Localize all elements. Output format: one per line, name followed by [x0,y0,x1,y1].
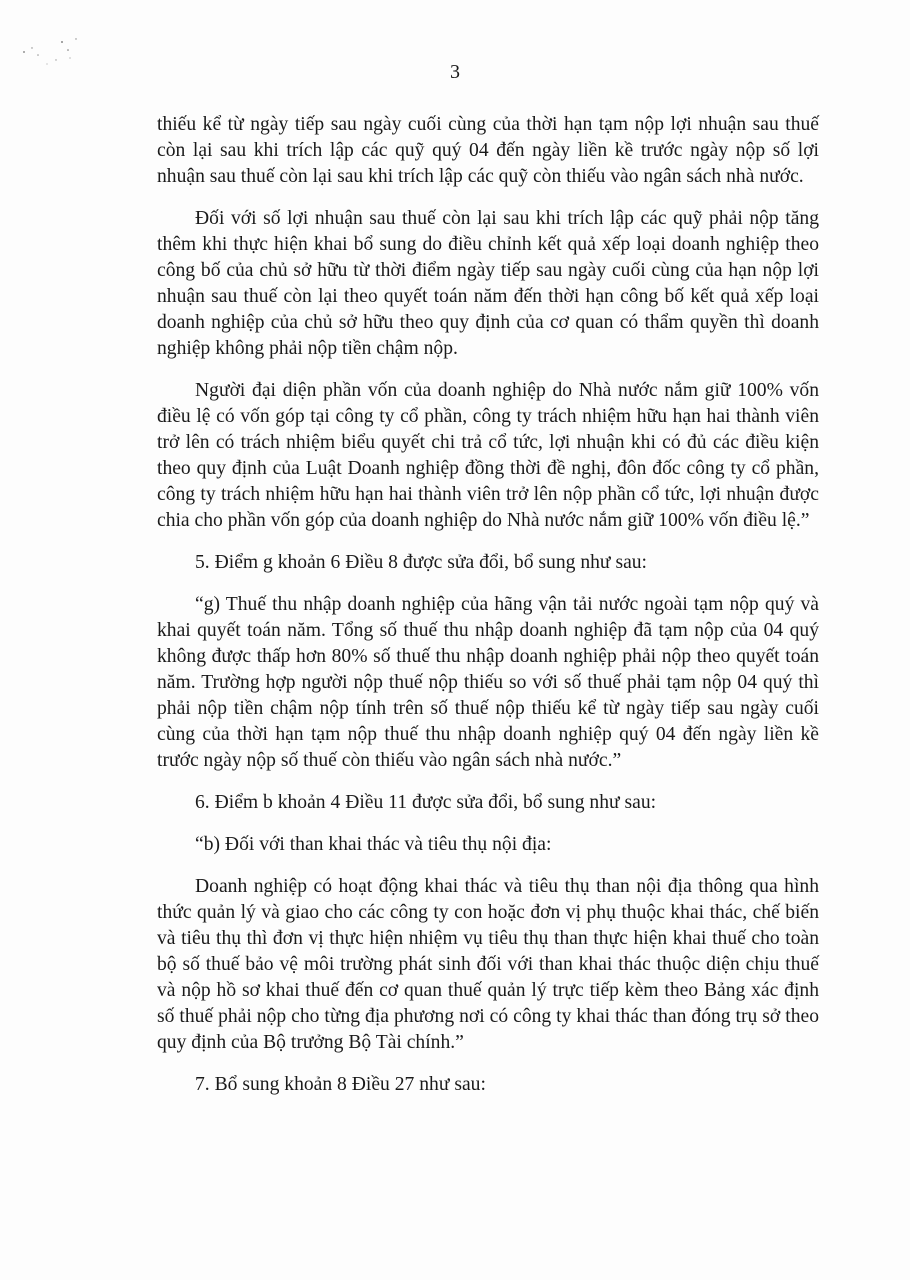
paragraph-capital-representative: Người đại diện phần vốn của doanh nghiệp do Nhà nước nắm giữ 100% vốn điều lệ có vốn góp tại công ty cổ phần, công ty trách nhiệm hữu hạn hai thành viên trở lên có trách nhiệm biểu quyết chi trả cổ tức, lợi nhuận khi có đủ các điều kiện theo quy định của Luật Doanh nghiệp đồng thời đề nghị, đôn đốc công ty cổ phần, công ty trách nhiệm hữu hạn hai thành viên trở lên nộp phần cổ tức, lợi nhuận được chia cho phần vốn góp của doanh nghiệp do Nhà nước nắm giữ 100% vốn điều lệ.” [157,380,819,531]
paragraph-coal-mining: Doanh nghiệp có hoạt động khai thác và tiêu thụ than nội địa thông qua hình thức quản lý và giao cho các công ty con hoặc đơn vị phụ thuộc khai thác, chế biến và tiêu thụ thì đơn vị thực hiện nhiệm vụ tiêu thụ than thực hiện khai thuế cho toàn bộ số thuế bảo vệ môi trường phát sinh đối với than khai thác thuộc diện chịu thuế và nộp hồ sơ khai thuế đến cơ quan thuế quản lý trực tiếp kèm theo Bảng xác định số thuế phải nộp cho từng địa phương nơi có công ty khai thác than đóng trụ sở theo quy định của Bộ trưởng Bộ Tài chính.” [157,876,819,1053]
paragraph-item-7-heading: 7. Bổ sung khoản 8 Điều 27 như sau: [195,1074,486,1095]
paragraph-point-b-heading: “b) Đối với than khai thác và tiêu thụ nội địa: [195,834,552,855]
paragraph-point-g: “g) Thuế thu nhập doanh nghiệp của hãng vận tải nước ngoài tạm nộp quý và khai quyết toán năm. Tổng số thuế thu nhập doanh nghiệp đã tạm nộp của 04 quý không được thấp hơn 80% số thuế thu nhập doanh nghiệp phải nộp theo quyết toán năm. Trường hợp người nộp thuế nộp thiếu so với số thuế phải tạm nộp 04 quý thì phải nộp tiền chậm nộp tính trên số thuế nộp thiếu kể từ ngày tiếp sau ngày cuối cùng của thời hạn tạm nộp thuế thu nhập doanh nghiệp quý 04 đến ngày liền kề trước ngày nộp số thuế còn thiếu vào ngân sách nhà nước.” [157,594,819,771]
paragraph-item-6-heading: 6. Điểm b khoản 4 Điều 11 được sửa đổi, bổ sung như sau: [195,792,657,813]
document-body [157,112,819,1098]
paragraph-additional-profit: Đối với số lợi nhuận sau thuế còn lại sau khi trích lập các quỹ phải nộp tăng thêm khi thực hiện khai bổ sung do điều chỉnh kết quả xếp loại doanh nghiệp theo công bố của chủ sở hữu từ thời điểm ngày tiếp sau ngày cuối cùng của hạn nộp lợi nhuận sau thuế còn lại theo quyết toán năm đến thời hạn công bố kết quả xếp loại doanh nghiệp của chủ sở hữu theo quy định của cơ quan có thẩm quyền thì doanh nghiệp không phải nộp tiền chậm nộp. [157,208,819,359]
paragraph-continuation: thiếu kể từ ngày tiếp sau ngày cuối cùng của thời hạn tạm nộp lợi nhuận sau thuế còn lại sau khi trích lập các quỹ quý 04 đến ngày liền kề trước ngày nộp số lợi nhuận sau thuế còn lại sau khi trích lập các quỹ còn thiếu vào ngân sách nhà nước. [157,114,819,187]
paragraph-item-5-heading: 5. Điểm g khoản 6 Điều 8 được sửa đổi, bổ sung như sau: [195,552,648,573]
page-number: 3 [450,61,460,83]
